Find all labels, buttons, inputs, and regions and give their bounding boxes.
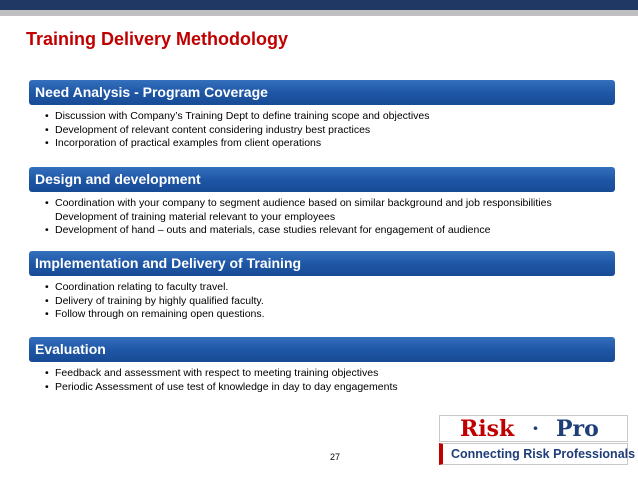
section-header — [29, 251, 615, 276]
section-implementation-delivery — [29, 251, 615, 322]
bullet-icon: • — [45, 137, 49, 149]
section-header-label: Design and development — [35, 171, 201, 187]
bullet-icon: • — [45, 281, 49, 293]
bullet-item: • Discussion with Company’s Training Dept to define training scope and objectives — [45, 110, 430, 122]
section-header-label: Evaluation — [35, 341, 106, 357]
bullet-item: • Periodic Assessment of use test of knowledge in day to day engagements — [45, 380, 398, 393]
section-header-bar — [29, 337, 615, 362]
bullet-icon: • — [45, 224, 49, 236]
logo-tagline: Connecting Risk Professionals — [439, 443, 628, 465]
bullet-list — [45, 197, 615, 238]
bullet-continuation: Development of training material relevant to your employees — [55, 210, 336, 223]
top-accent-bar — [0, 0, 638, 10]
bullet-icon: • — [45, 367, 49, 379]
bullet-icon: • — [45, 110, 49, 122]
section-header — [29, 80, 615, 105]
logo-wordmark — [439, 415, 628, 442]
section-header-label: Implementation and Delivery of Training — [35, 255, 302, 271]
bullet-item: • Incorporation of practical examples from client operations — [45, 137, 322, 149]
bullet-list — [45, 281, 615, 322]
bullet-item: • Follow through on remaining open questions. — [45, 308, 265, 320]
bullet-icon: • — [45, 308, 49, 320]
bullet-item: • Feedback and assessment with respect to meeting training objectives — [45, 367, 379, 379]
bullet-icon: • — [45, 197, 49, 209]
bullet-item: • Coordination with your company to segment audience based on similar background and job responsibilities Development of training material relevant to your employees — [45, 197, 615, 224]
riskpro-logo — [439, 415, 636, 465]
section-header-label: Need Analysis - Program Coverage — [35, 84, 268, 100]
bullet-icon: • — [45, 123, 49, 136]
bullet-list — [45, 367, 615, 394]
slide-title: Training Delivery Methodology — [26, 29, 289, 49]
section-evaluation — [29, 337, 615, 394]
bullet-icon: • — [45, 294, 49, 307]
bullet-list — [45, 110, 615, 151]
logo-word-risk: Risk — [460, 416, 515, 442]
bullet-icon: • — [45, 380, 49, 393]
page-number: 27 — [330, 452, 341, 462]
section-need-analysis — [29, 80, 615, 151]
section-header — [29, 337, 615, 362]
bullet-item: • Development of hand – outs and materials, case studies relevant for engagement of audience — [45, 224, 491, 236]
bullet-item: • Delivery of training by highly qualified faculty. — [45, 294, 264, 307]
section-header — [29, 167, 615, 192]
top-accent-stripe — [0, 10, 638, 16]
logo-separator: · — [532, 416, 539, 440]
bullet-item: • Coordination relating to faculty travel. — [45, 281, 229, 293]
section-design-development — [29, 167, 615, 238]
bullet-item: • Development of relevant content considering industry best practices — [45, 123, 371, 136]
logo-word-pro: Pro — [556, 416, 599, 442]
